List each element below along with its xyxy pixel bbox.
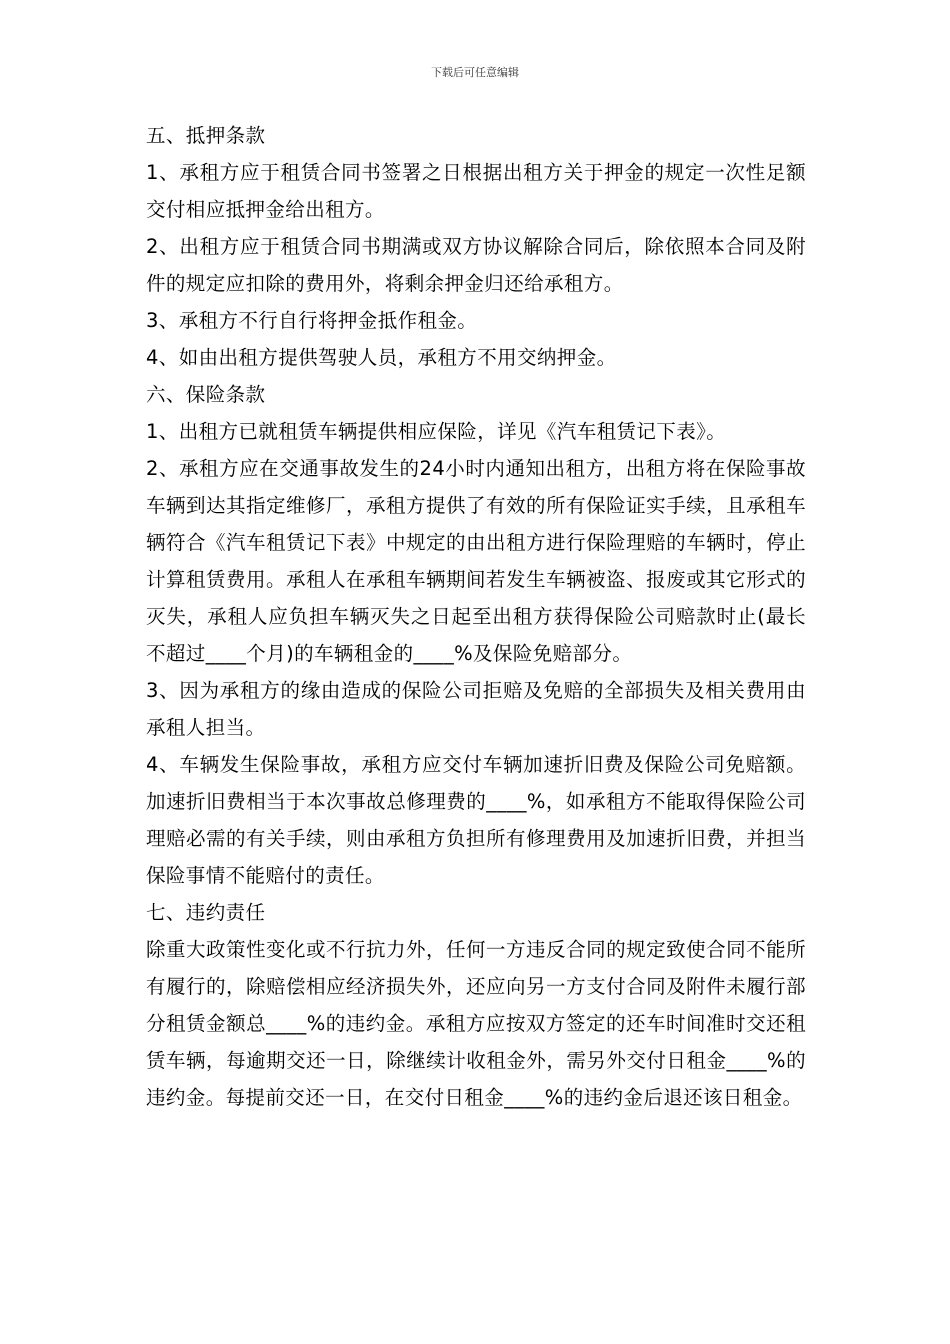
section-heading-mortgage: 五、抵押条款 — [146, 124, 266, 147]
clause-paragraph: 1、承租方应于租赁合同书签署之日根据出租方关于押金的规定一次性足额交付相应抵押金给出租方。 — [146, 161, 806, 221]
clause-paragraph: 2、出租方应于租赁合同书期满或双方协议解除合同后，除依照本合同及附件的规定应扣除的费用外，将剩余押金归还给承租方。 — [146, 235, 806, 295]
clause-paragraph: 除重大政策性变化或不行抗力外，任何一方违反合同的规定致使合同不能所有履行的，除赔偿相应经济损失外，还应向另一方支付合同及附件未履行部分租赁金额总____%的违约金。承租方应按双方签定的还车时间准时交还租赁车辆，每逾期交还一日，除继续计收租金外，需另外交付日租金____%的违约金。每提前交还一日，在交付日租金____%的违约金后退还该日租金。 — [146, 938, 806, 1109]
document-body — [146, 117, 806, 1116]
clause-paragraph: 1、出租方已就租赁车辆提供相应保险，详见《汽车租赁记下表》。 — [146, 420, 727, 443]
clause-paragraph: 3、承租方不行自行将押金抵作租金。 — [146, 309, 478, 332]
clause-paragraph: 4、如由出租方提供驾驶人员，承租方不用交纳押金。 — [146, 346, 617, 369]
clause-paragraph: 4、车辆发生保险事故，承租方应交付车辆加速折旧费及保险公司免赔额。加速折旧费相当于本次事故总修理费的____%，如承租方不能取得保险公司理赔必需的有关手续，则由承租方负担所有修理费用及加速折旧费，并担当保险事情不能赔付的责任。 — [146, 753, 806, 887]
section-heading-insurance: 六、保险条款 — [146, 383, 266, 406]
page-header: 下载后可任意编辑 — [431, 66, 519, 79]
clause-paragraph: 3、因为承租方的缘由造成的保险公司拒赔及免赔的全部损失及相关费用由承租人担当。 — [146, 679, 806, 739]
section-heading-liability: 七、违约责任 — [146, 901, 266, 924]
clause-paragraph: 2、承租方应在交通事故发生的24小时内通知出租方，出租方将在保险事故车辆到达其指定维修厂，承租方提供了有效的所有保险证实手续，且承租车辆符合《汽车租赁记下表》中规定的由出租方进行保险理赔的车辆时，停止计算租赁费用。承租人在承租车辆期间若发生车辆被盗、报废或其它形式的灭失，承租人应负担车辆灭失之日起至出租方获得保险公司赔款时止(最长不超过____个月)的车辆租金的____%及保险免赔部分。 — [146, 457, 806, 665]
